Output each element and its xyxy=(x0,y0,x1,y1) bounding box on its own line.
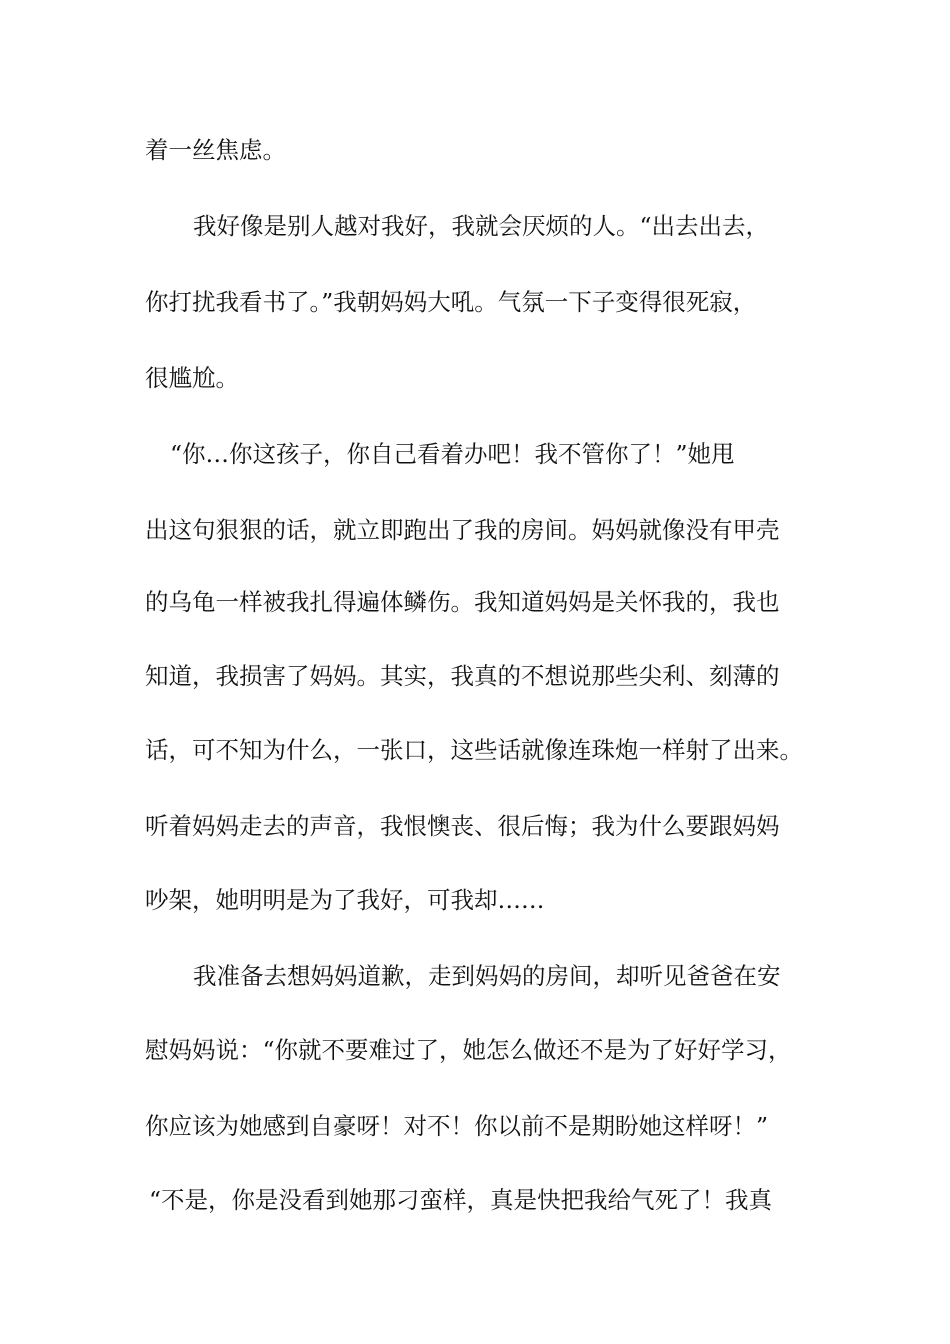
text-line: 吵架，她明明是为了我好，可我却…… xyxy=(145,886,545,914)
text-line: 很尴尬。 xyxy=(145,364,239,392)
text-line: 你打扰我看书了。”我朝妈妈大吼。气氛一下子变得很死寂， xyxy=(145,288,757,316)
text-line: 的乌龟一样被我扎得遍体鳞伤。我知道妈妈是关怀我的，我也 xyxy=(145,588,780,616)
text-line: 话，可不知为什么，一张口，这些话就像连珠炮一样射了出来。 xyxy=(145,736,803,764)
text-line: 出这句狠狠的话，就立即跑出了我的房间。妈妈就像没有甲壳 xyxy=(145,516,780,544)
text-line: 慰妈妈说：“你就不要难过了，她怎么做还不是为了好好学习， xyxy=(145,1036,792,1064)
paragraph-start-line: 我好像是别人越对我好，我就会厌烦的人。“出去出去， xyxy=(193,212,770,240)
text-line: 着一丝焦虑。 xyxy=(145,136,286,164)
text-line: 听着妈妈走去的声音，我恨懊丧、很后悔；我为什么要跟妈妈 xyxy=(145,812,780,840)
text-line: 知道，我损害了妈妈。其实，我真的不想说那些尖利、刻薄的 xyxy=(145,662,780,690)
text-line: 你应该为她感到自豪呀！对不！你以前不是期盼她这样呀！” xyxy=(145,1112,769,1140)
paragraph-start-line: 我准备去想妈妈道歉，走到妈妈的房间，却听见爸爸在安 xyxy=(193,962,781,990)
paragraph-start-line: “你…你这孩子，你自己看着办吧！我不管你了！”她甩 xyxy=(170,440,735,468)
paragraph-start-line: “不是，你是没看到她那刁蛮样，真是快把我给气死了！我真 xyxy=(149,1186,773,1214)
